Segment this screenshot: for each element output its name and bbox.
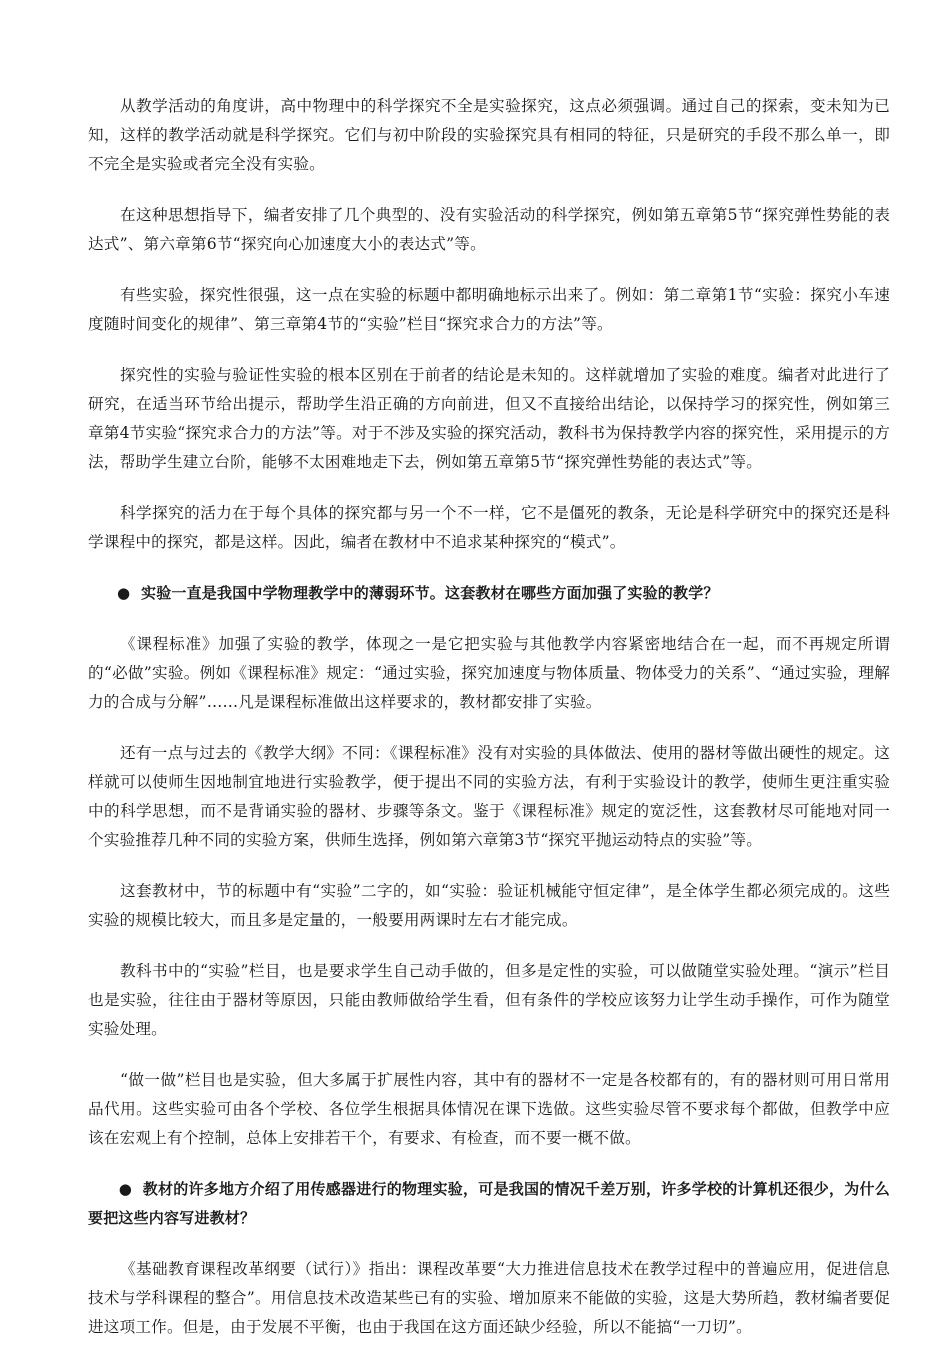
paragraph: 从教学活动的角度讲，高中物理中的科学探究不全是实验探究，这点必须强调。通过自己的探索，变未知为已知，这样的教学活动就是科学探究。它们与初中阶段的实验探究具有相同的特征，只是研究的手段不那么单一，即不完全是实验或者完全没有实验。 [88,97,890,173]
paragraph: 这套教材中，节的标题中有“实验”二字的，如“实验：验证机械能守恒定律”，是全体学生都必须完成的。这些实验的规模比较大，而且多是定量的，一般要用两课时左右才能完成。 [88,882,890,929]
paragraph: 还有一点与过去的《教学大纲》不同：《课程标准》没有对实验的具体做法、使用的器材等做出硬性的规定。这样就可以使师生因地制宜地进行实验教学，便于提出不同的实验方法，有利于实验设计的教学，使师生更注重实验中的科学思想，而不是背诵实验的器材、步骤等条文。鉴于《课程标准》规定的宽泛性，这套教材尽可能地对同一个实验推荐几种不同的实验方案，供师生选择，例如第六章第3节“探究平抛运动特点的实验”等。 [88,744,890,849]
bullet-icon: ● [118,1180,133,1198]
question-heading [88,579,890,608]
question-heading-text: 教材的许多地方介绍了用传感器进行的物理实验，可是我国的情况千差万别，许多学校的计算机还很少，为什么要把这些内容写进教材？ [88,1180,890,1227]
paragraph: 科学探究的活力在于每个具体的探究都与另一个不一样，它不是僵死的教条，无论是科学研究中的探究还是科学课程中的探究，都是这样。因此，编者在教材中不追求某种探究的“模式”。 [88,504,890,551]
bullet-icon: ● [117,584,131,602]
document-page [88,92,890,1364]
paragraph: 探究性的实验与验证性实验的根本区别在于前者的结论是未知的。这样就增加了实验的难度。编者对此进行了研究，在适当环节给出提示，帮助学生沿正确的方向前进，但又不直接给出结论，以保持学习的探究性，例如第三章第4节实验“探究求合力的方法”等。对于不涉及实验的探究活动，教科书为保持教学内容的探究性，采用提示的方法，帮助学生建立台阶，能够不太困难地走下去，例如第五章第5节“探究弹性势能的表达式”等。 [88,366,890,471]
paragraph: 有些实验，探究性很强，这一点在实验的标题中都明确地标示出来了。例如：第二章第1节“实验：探究小车速度随时间变化的规律”、第三章第4节的“实验”栏目“探究求合力的方法”等。 [88,286,890,333]
paragraph: “做一做”栏目也是实验，但大多属于扩展性内容，其中有的器材不一定是各校都有的，有的器材则可用日常用品代用。这些实验可由各个学校、各位学生根据具体情况在课下选做。这些实验尽管不要求每个都做，但教学中应该在宏观上有个控制，总体上安排若干个，有要求、有检查，而不要一概不做。 [88,1071,890,1147]
paragraph: 《基础教育课程改革纲要（试行）》指出：课程改革要“大力推进信息技术在教学过程中的普遍应用，促进信息技术与学科课程的整合”。用信息技术改造某些已有的实验、增加原来不能做的实验，这是大势所趋，教材编者要促进这项工作。但是，由于发展不平衡，也由于我国在这方面还缺少经验，所以不能搞“一刀切”。 [88,1260,890,1336]
question-heading [88,1175,890,1233]
paragraph: 《课程标准》加强了实验的教学，体现之一是它把实验与其他教学内容紧密地结合在一起，而不再规定所谓的“必做”实验。例如《课程标准》规定：“通过实验，探究加速度与物体质量、物体受力的关系”、“通过实验，理解力的合成与分解”……凡是课程标准做出这样要求的，教材都安排了实验。 [88,635,890,711]
paragraph: 在这种思想指导下，编者安排了几个典型的、没有实验活动的科学探究，例如第五章第5节“探究弹性势能的表达式”、第六章第6节“探究向心加速度大小的表达式”等。 [88,206,890,253]
paragraph: 教科书中的“实验”栏目，也是要求学生自己动手做的，但多是定性的实验，可以做随堂实验处理。“演示”栏目也是实验，往往由于器材等原因，只能由教师做给学生看，但有条件的学校应该努力让学生动手操作，可作为随堂实验处理。 [88,962,890,1038]
question-heading-text: 实验一直是我国中学物理教学中的薄弱环节。这套教材在哪些方面加强了实验的教学？ [141,584,719,602]
